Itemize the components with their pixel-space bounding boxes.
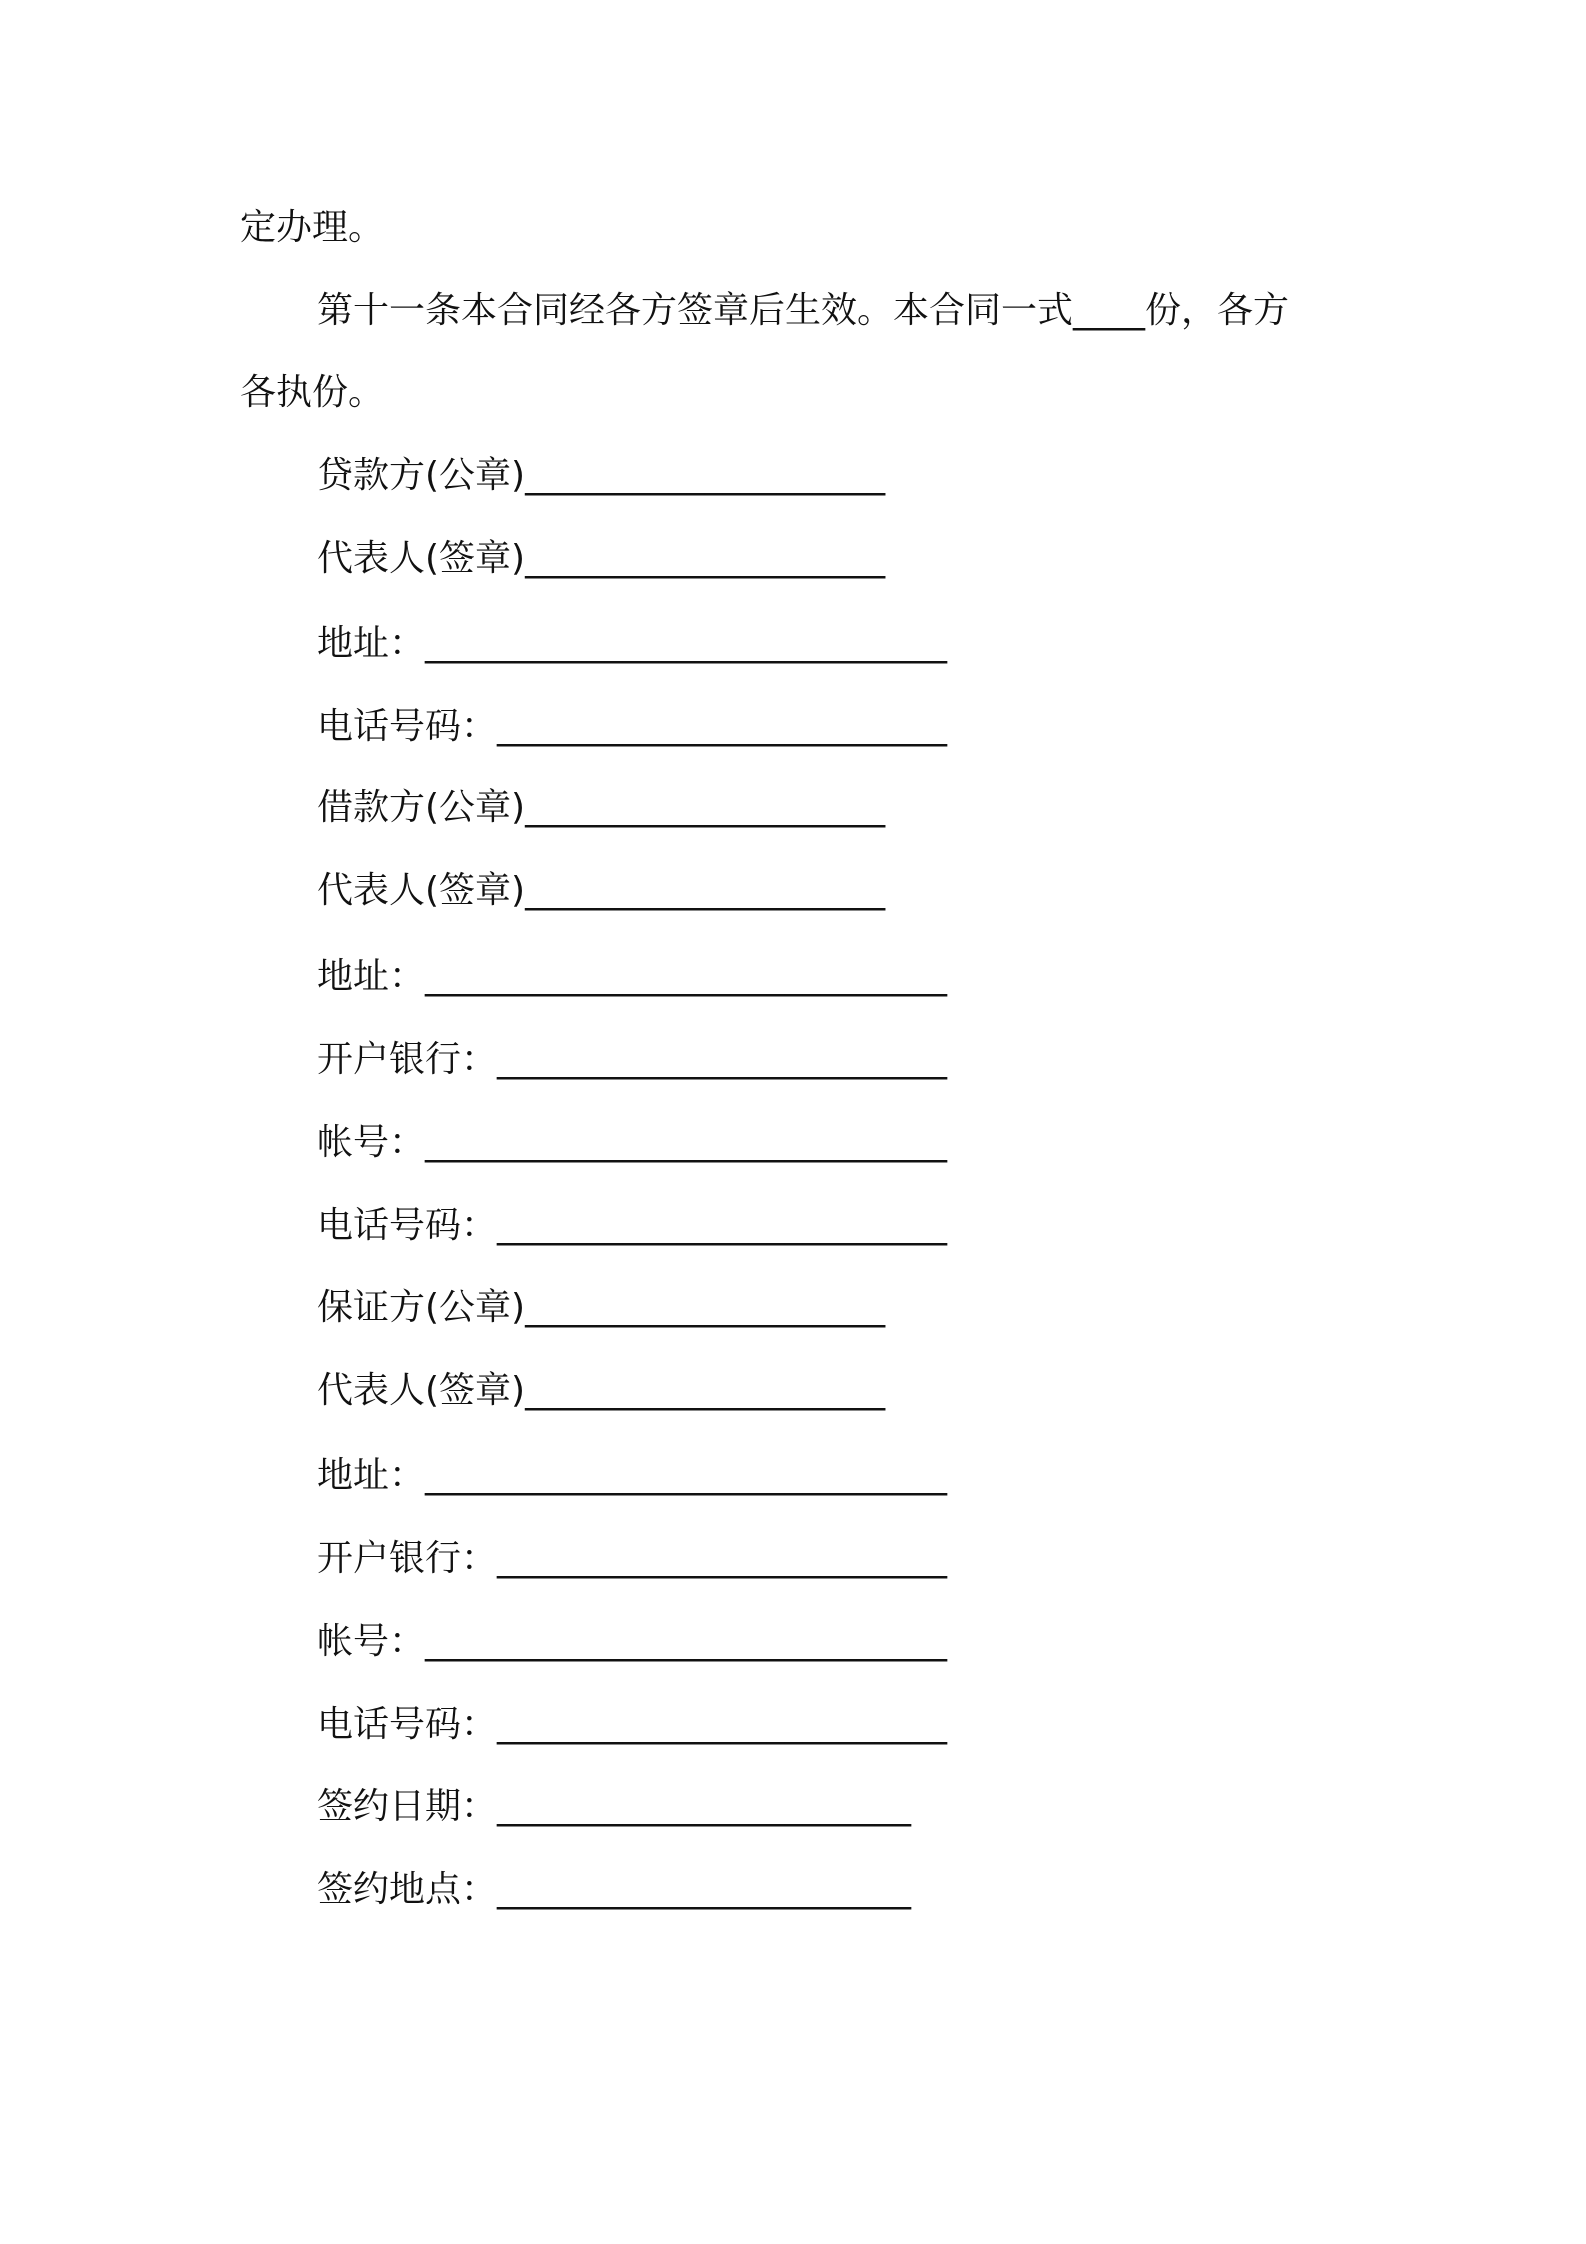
article-11-line1: 第十一条本合同经各方签章后生效。本合同一式____份，各方	[317, 290, 1290, 331]
lender-seal-field: 贷款方(公章)____________________	[317, 455, 886, 496]
lender-address-field: 地址：_____________________________	[317, 623, 948, 664]
guarantor-phone-field: 电话号码：_________________________	[317, 1704, 948, 1745]
signing-place-field: 签约地点：_______________________	[317, 1869, 912, 1910]
article-11-line2: 各执份。	[240, 372, 385, 413]
paragraph-tail: 定办理。	[240, 207, 385, 248]
guarantor-address-field: 地址：_____________________________	[317, 1455, 948, 1496]
borrower-representative-field: 代表人(签章)____________________	[317, 870, 886, 911]
signing-date-field: 签约日期：_______________________	[317, 1786, 912, 1827]
borrower-bank-field: 开户银行：_________________________	[317, 1039, 948, 1080]
borrower-address-field: 地址：_____________________________	[317, 956, 948, 997]
borrower-seal-field: 借款方(公章)____________________	[317, 787, 886, 828]
guarantor-bank-field: 开户银行：_________________________	[317, 1538, 948, 1579]
lender-phone-field: 电话号码：_________________________	[317, 706, 948, 747]
borrower-phone-field: 电话号码：_________________________	[317, 1205, 948, 1246]
lender-representative-field: 代表人(签章)____________________	[317, 538, 886, 579]
borrower-account-field: 帐号：_____________________________	[317, 1122, 948, 1163]
guarantor-representative-field: 代表人(签章)____________________	[317, 1370, 886, 1411]
guarantor-seal-field: 保证方(公章)____________________	[317, 1287, 886, 1328]
guarantor-account-field: 帐号：_____________________________	[317, 1621, 948, 1662]
